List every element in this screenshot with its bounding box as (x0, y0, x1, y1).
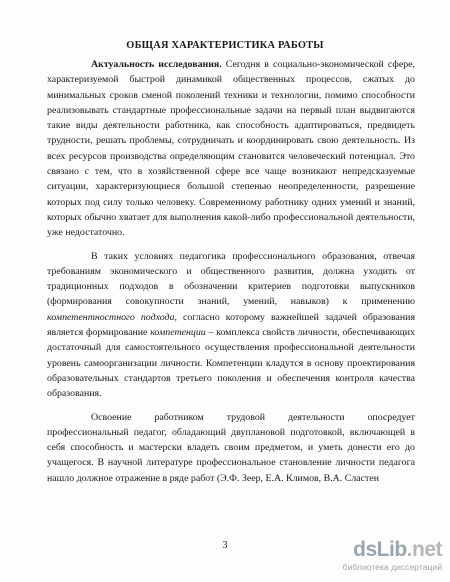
paragraph-teacher: Освоение работником трудовой деятельности опосредует профессиональный педагог, обладающий двуплановой подготовкой, включающей в себя способность и мастерски владеть своим предметом, и уметь донести его до учащегося. В научной литературе профессиональное становление личности педагога нашло должное отражение в ряде работ (Э.Ф. Зеер, Е.А. Климов, В.А. Сластен (47, 411, 415, 484)
pedagogy-text-c: – комплекса свойств личности, обеспечивающих достаточный для самостоятельного осуществления профессиональной деятельности уровень самоорганизации личности. Компетенции кладутся в основу проектирования образовательных стандартов третьего поколения и обеспечения контроля качества образования. (47, 327, 415, 400)
pedagogy-text-b: , согласно которому важнейшей задачей образования является формирование (47, 311, 415, 339)
paragraph-relevance (47, 57, 415, 241)
watermark-logo-main: dsLib (353, 538, 407, 561)
watermark-logo (353, 538, 442, 562)
pedagogy-text-a: В таких условиях педагогика профессионального образования, отвечая требованиям экономического и общественного развития, должна уходить от традиционных подходов в обозначении критериев подготовки выпускников (формирования совокупности знаний, умений, навыков) к применению (47, 250, 415, 308)
relevance-text: Сегодня в социально-экономической сфере, характеризуемой быстрой динамикой общественных процессов, сжатых до минимальных сроков сменой поколений техники и технологии, помимо способности реализовывать стандартные профессиональные задачи на первый план выдвигаются такие виды деятельности работника, как способность адаптироваться, предвидеть трудности, решать проблемы, сотрудничать и координировать свою деятельность. Из всех ресурсов производства определяющим становится человеческий потенциал. Это связано с тем, что в хозяйственной сфере все чаще возникают непредсказуемые ситуации, характеризующиеся большой степенью неопределенности, разрешение которых под силу только человеку. Современному работнику одних умений и знаний, которых обычно хватает для выполнения какой-либо профессиональной деятельности, уже недостаточно. (47, 59, 415, 239)
watermark (332, 538, 442, 576)
term-competence: компетенции (150, 327, 206, 339)
watermark-caption: библиотека диссертаций (342, 562, 442, 572)
term-competence-approach: компетентностного подхода (47, 311, 175, 323)
relevance-heading: Актуальность исследования. (91, 59, 222, 70)
page-number: 3 (222, 540, 228, 551)
document-body (47, 57, 415, 486)
paragraph-pedagogy (47, 249, 415, 402)
page-title: ОБЩАЯ ХАРАКТЕРИСТИКА РАБОТЫ (126, 40, 324, 51)
watermark-logo-tld: .net (406, 538, 442, 561)
